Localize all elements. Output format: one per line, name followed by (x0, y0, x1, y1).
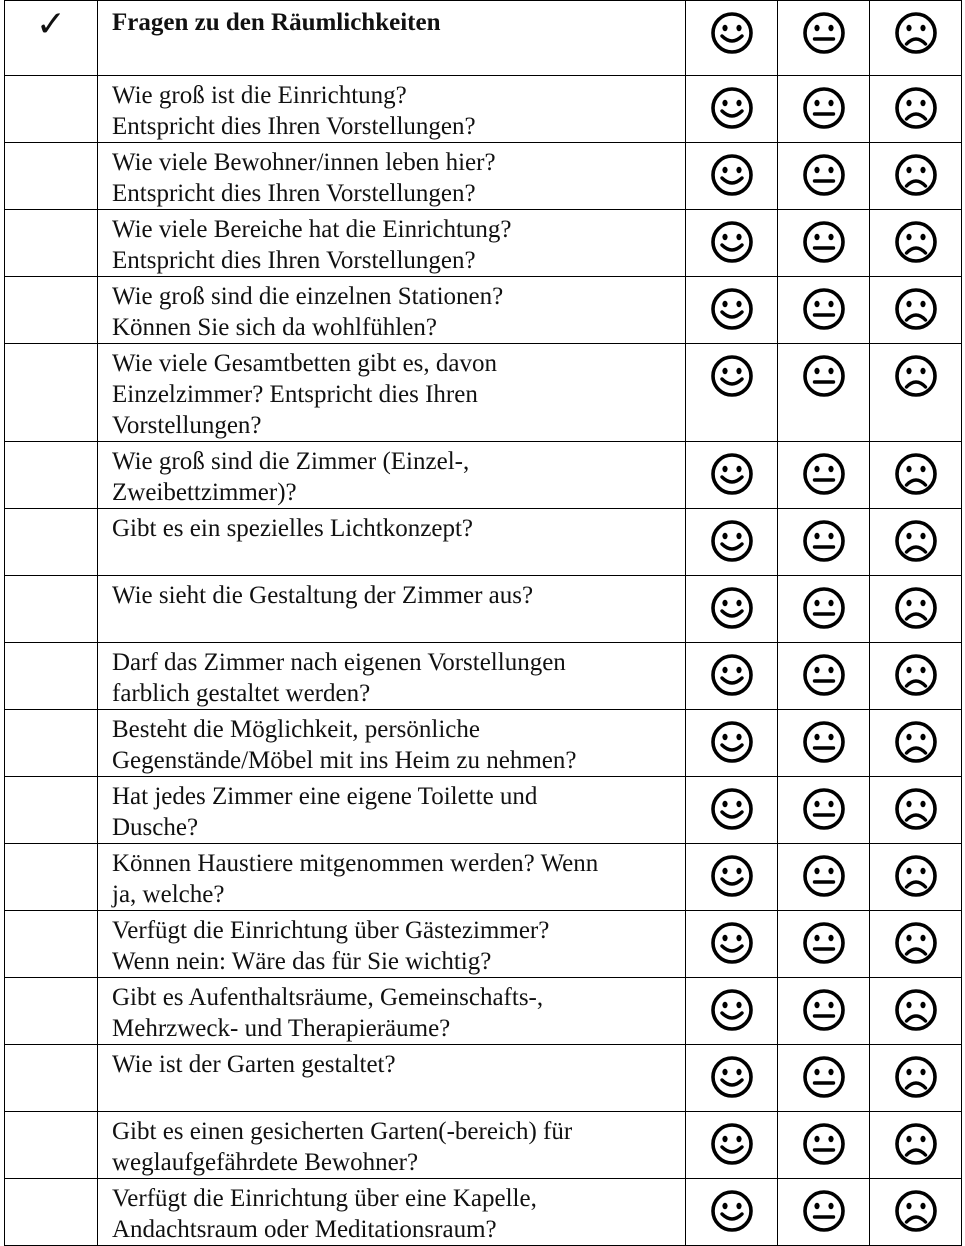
sad-face-cell[interactable] (870, 1112, 962, 1179)
neutral-face-cell[interactable] (778, 710, 870, 777)
sad-face-cell[interactable] (870, 1045, 962, 1112)
sad-face-cell[interactable] (870, 911, 962, 978)
checkbox-cell[interactable] (5, 911, 98, 978)
question-text (98, 911, 686, 978)
neutral-face-cell[interactable] (778, 643, 870, 710)
smiley-neutral-icon (802, 11, 846, 55)
smiley-neutral-icon (802, 86, 846, 130)
question-line: Wie groß sind die einzelnen Stationen? (112, 283, 504, 310)
smiley-neutral-icon (802, 287, 846, 331)
neutral-face-cell[interactable] (778, 210, 870, 277)
smiley-neutral-icon (802, 586, 846, 630)
question-line: Wie viele Bewohner/innen leben hier? (112, 149, 496, 176)
smiley-happy-icon (710, 452, 754, 496)
checkbox-cell[interactable] (5, 643, 98, 710)
smiley-sad-icon (894, 452, 938, 496)
neutral-face-cell[interactable] (778, 1045, 870, 1112)
smiley-neutral-icon (802, 921, 846, 965)
smiley-neutral-icon (802, 1055, 846, 1099)
smiley-happy-icon (710, 653, 754, 697)
question-row (5, 844, 962, 911)
question-line: Wenn nein: Wäre das für Sie wichtig? (112, 948, 492, 975)
smiley-neutral-icon (802, 452, 846, 496)
question-row (5, 509, 962, 576)
question-line: ja, welche? (112, 881, 225, 908)
question-line: Zweibettzimmer)? (112, 479, 297, 506)
question-line: Mehrzweck- und Therapieräume? (112, 1015, 451, 1042)
smiley-sad-icon (894, 519, 938, 563)
smiley-happy-icon (710, 586, 754, 630)
smiley-happy-icon (710, 1189, 754, 1233)
smiley-happy-icon (710, 86, 754, 130)
header-row (5, 1, 962, 76)
smiley-sad-icon (894, 1189, 938, 1233)
question-text (98, 277, 686, 344)
question-row (5, 1045, 962, 1112)
checkbox-cell[interactable] (5, 710, 98, 777)
happy-face-cell[interactable] (686, 509, 778, 576)
happy-face-cell[interactable] (686, 576, 778, 643)
smiley-happy-icon (710, 11, 754, 55)
smiley-sad-icon (894, 153, 938, 197)
question-text (98, 1045, 686, 1112)
neutral-face-cell[interactable] (778, 442, 870, 509)
question-row (5, 710, 962, 777)
smiley-happy-icon (710, 153, 754, 197)
smiley-sad-icon (894, 1122, 938, 1166)
question-text (98, 442, 686, 509)
question-line: Besteht die Möglichkeit, persönliche (112, 716, 480, 743)
question-line: Gibt es Aufenthaltsräume, Gemeinschafts-, (112, 984, 544, 1011)
happy-face-cell[interactable] (686, 277, 778, 344)
question-text (98, 844, 686, 911)
checkbox-cell[interactable] (5, 442, 98, 509)
smiley-happy-icon (710, 787, 754, 831)
question-line (112, 611, 675, 642)
sad-face-cell[interactable] (870, 576, 962, 643)
question-line: Wie viele Bereiche hat die Einrichtung? (112, 216, 512, 243)
checkbox-cell[interactable] (5, 344, 98, 442)
smiley-sad-icon (894, 921, 938, 965)
question-text (98, 344, 686, 442)
happy-face-cell (686, 1, 778, 76)
neutral-face-cell[interactable] (778, 76, 870, 143)
question-line (112, 544, 675, 575)
checkbox-cell[interactable] (5, 509, 98, 576)
smiley-neutral-icon (802, 720, 846, 764)
happy-face-cell[interactable] (686, 143, 778, 210)
question-line: Können Sie sich da wohlfühlen? (112, 314, 437, 341)
smiley-sad-icon (894, 11, 938, 55)
sad-face-cell[interactable] (870, 442, 962, 509)
smiley-happy-icon (710, 519, 754, 563)
smiley-neutral-icon (802, 519, 846, 563)
question-row (5, 1112, 962, 1179)
smiley-sad-icon (894, 354, 938, 398)
question-text (98, 576, 686, 643)
sad-face-cell[interactable] (870, 277, 962, 344)
sad-face-cell[interactable] (870, 344, 962, 442)
neutral-face-cell (778, 1, 870, 76)
sad-face-cell[interactable] (870, 76, 962, 143)
question-line (112, 1080, 675, 1111)
question-line: Entspricht dies Ihren Vorstellungen? (112, 247, 476, 274)
question-row (5, 911, 962, 978)
smiley-happy-icon (710, 287, 754, 331)
smiley-neutral-icon (802, 153, 846, 197)
neutral-face-cell[interactable] (778, 576, 870, 643)
smiley-happy-icon (710, 988, 754, 1032)
smiley-sad-icon (894, 854, 938, 898)
question-line: Entspricht dies Ihren Vorstellungen? (112, 180, 476, 207)
sad-face-cell[interactable] (870, 210, 962, 277)
smiley-happy-icon (710, 1122, 754, 1166)
checklist-table (4, 0, 962, 1246)
question-line: Können Haustiere mitgenommen werden? Wenn (112, 850, 599, 877)
question-text (98, 1112, 686, 1179)
smiley-sad-icon (894, 653, 938, 697)
question-line: farblich gestaltet werden? (112, 680, 371, 707)
happy-face-cell[interactable] (686, 1112, 778, 1179)
checkbox-cell[interactable] (5, 576, 98, 643)
smiley-happy-icon (710, 1055, 754, 1099)
question-line: Darf das Zimmer nach eigenen Vorstellungen (112, 649, 566, 676)
question-line: Wie groß sind die Zimmer (Einzel-, (112, 448, 470, 475)
checkbox-cell[interactable] (5, 1112, 98, 1179)
sad-face-cell[interactable] (870, 978, 962, 1045)
happy-face-cell[interactable] (686, 710, 778, 777)
smiley-neutral-icon (802, 988, 846, 1032)
checkmark-icon: ✓ (5, 1, 98, 76)
happy-face-cell[interactable] (686, 442, 778, 509)
question-text (98, 509, 686, 576)
smiley-sad-icon (894, 988, 938, 1032)
neutral-face-cell[interactable] (778, 1112, 870, 1179)
checkbox-cell[interactable] (5, 777, 98, 844)
neutral-face-cell[interactable] (778, 844, 870, 911)
question-text (98, 76, 686, 143)
smiley-happy-icon (710, 720, 754, 764)
smiley-neutral-icon (802, 354, 846, 398)
neutral-face-cell[interactable] (778, 277, 870, 344)
smiley-sad-icon (894, 287, 938, 331)
question-line: Einzelzimmer? Entspricht dies Ihren (112, 381, 478, 408)
question-row (5, 76, 962, 143)
checkbox-cell[interactable] (5, 1179, 98, 1246)
happy-face-cell[interactable] (686, 210, 778, 277)
sad-face-cell[interactable] (870, 509, 962, 576)
question-line: weglaufgefährdete Bewohner? (112, 1149, 419, 1176)
neutral-face-cell[interactable] (778, 344, 870, 442)
happy-face-cell[interactable] (686, 978, 778, 1045)
question-text (98, 978, 686, 1045)
question-line: Gibt es einen gesicherten Garten(-bereich) für (112, 1118, 573, 1145)
question-text (98, 143, 686, 210)
happy-face-cell[interactable] (686, 643, 778, 710)
smiley-sad-icon (894, 86, 938, 130)
smiley-happy-icon (710, 921, 754, 965)
smiley-happy-icon (710, 854, 754, 898)
smiley-sad-icon (894, 787, 938, 831)
checkbox-cell[interactable] (5, 210, 98, 277)
question-line: Gibt es ein spezielles Lichtkonzept? (112, 515, 473, 542)
happy-face-cell[interactable] (686, 777, 778, 844)
question-row (5, 777, 962, 844)
smiley-neutral-icon (802, 787, 846, 831)
checkbox-cell[interactable] (5, 1045, 98, 1112)
happy-face-cell[interactable] (686, 844, 778, 911)
sad-face-cell[interactable] (870, 143, 962, 210)
question-text (98, 643, 686, 710)
sad-face-cell[interactable] (870, 643, 962, 710)
sad-face-cell[interactable] (870, 844, 962, 911)
sad-face-cell[interactable] (870, 1179, 962, 1246)
smiley-sad-icon (894, 220, 938, 264)
neutral-face-cell[interactable] (778, 143, 870, 210)
smiley-neutral-icon (802, 653, 846, 697)
question-line: Dusche? (112, 814, 199, 841)
section-title: Fragen zu den Räumlichkeiten (98, 1, 686, 76)
question-line: Entspricht dies Ihren Vorstellungen? (112, 113, 476, 140)
question-line: Wie ist der Garten gestaltet? (112, 1051, 396, 1078)
smiley-neutral-icon (802, 854, 846, 898)
question-row (5, 576, 962, 643)
smiley-happy-icon (710, 354, 754, 398)
happy-face-cell[interactable] (686, 911, 778, 978)
smiley-sad-icon (894, 720, 938, 764)
question-text (98, 1179, 686, 1246)
question-text (98, 710, 686, 777)
question-line: Wie groß ist die Einrichtung? (112, 82, 407, 109)
question-row (5, 1179, 962, 1246)
question-row (5, 277, 962, 344)
question-line: Andachtsraum oder Meditationsraum? (112, 1216, 497, 1243)
neutral-face-cell[interactable] (778, 1179, 870, 1246)
question-text (98, 777, 686, 844)
question-row (5, 344, 962, 442)
question-line: Verfügt die Einrichtung über Gästezimmer? (112, 917, 550, 944)
smiley-neutral-icon (802, 1122, 846, 1166)
happy-face-cell[interactable] (686, 76, 778, 143)
question-line: Hat jedes Zimmer eine eigene Toilette und (112, 783, 538, 810)
question-row (5, 210, 962, 277)
question-line: Vorstellungen? (112, 412, 262, 439)
checkbox-cell[interactable] (5, 76, 98, 143)
smiley-neutral-icon (802, 1189, 846, 1233)
neutral-face-cell[interactable] (778, 509, 870, 576)
smiley-sad-icon (894, 1055, 938, 1099)
smiley-sad-icon (894, 586, 938, 630)
question-line: Gegenstände/Möbel mit ins Heim zu nehmen? (112, 747, 577, 774)
happy-face-cell[interactable] (686, 1045, 778, 1112)
question-line: Wie viele Gesamtbetten gibt es, davon (112, 350, 497, 377)
sad-face-cell[interactable] (870, 777, 962, 844)
question-line: Wie sieht die Gestaltung der Zimmer aus? (112, 582, 534, 609)
smiley-happy-icon (710, 220, 754, 264)
neutral-face-cell[interactable] (778, 978, 870, 1045)
sad-face-cell (870, 1, 962, 76)
question-line: Verfügt die Einrichtung über eine Kapelle, (112, 1185, 537, 1212)
happy-face-cell[interactable] (686, 344, 778, 442)
question-row (5, 143, 962, 210)
question-row (5, 442, 962, 509)
neutral-face-cell[interactable] (778, 777, 870, 844)
checklist-body (5, 1, 962, 1246)
sad-face-cell[interactable] (870, 710, 962, 777)
question-text (98, 210, 686, 277)
neutral-face-cell[interactable] (778, 911, 870, 978)
checkbox-cell[interactable] (5, 978, 98, 1045)
question-row (5, 978, 962, 1045)
happy-face-cell[interactable] (686, 1179, 778, 1246)
checkbox-cell[interactable] (5, 844, 98, 911)
question-row (5, 643, 962, 710)
smiley-neutral-icon (802, 220, 846, 264)
checkbox-cell[interactable] (5, 277, 98, 344)
checkbox-cell[interactable] (5, 143, 98, 210)
